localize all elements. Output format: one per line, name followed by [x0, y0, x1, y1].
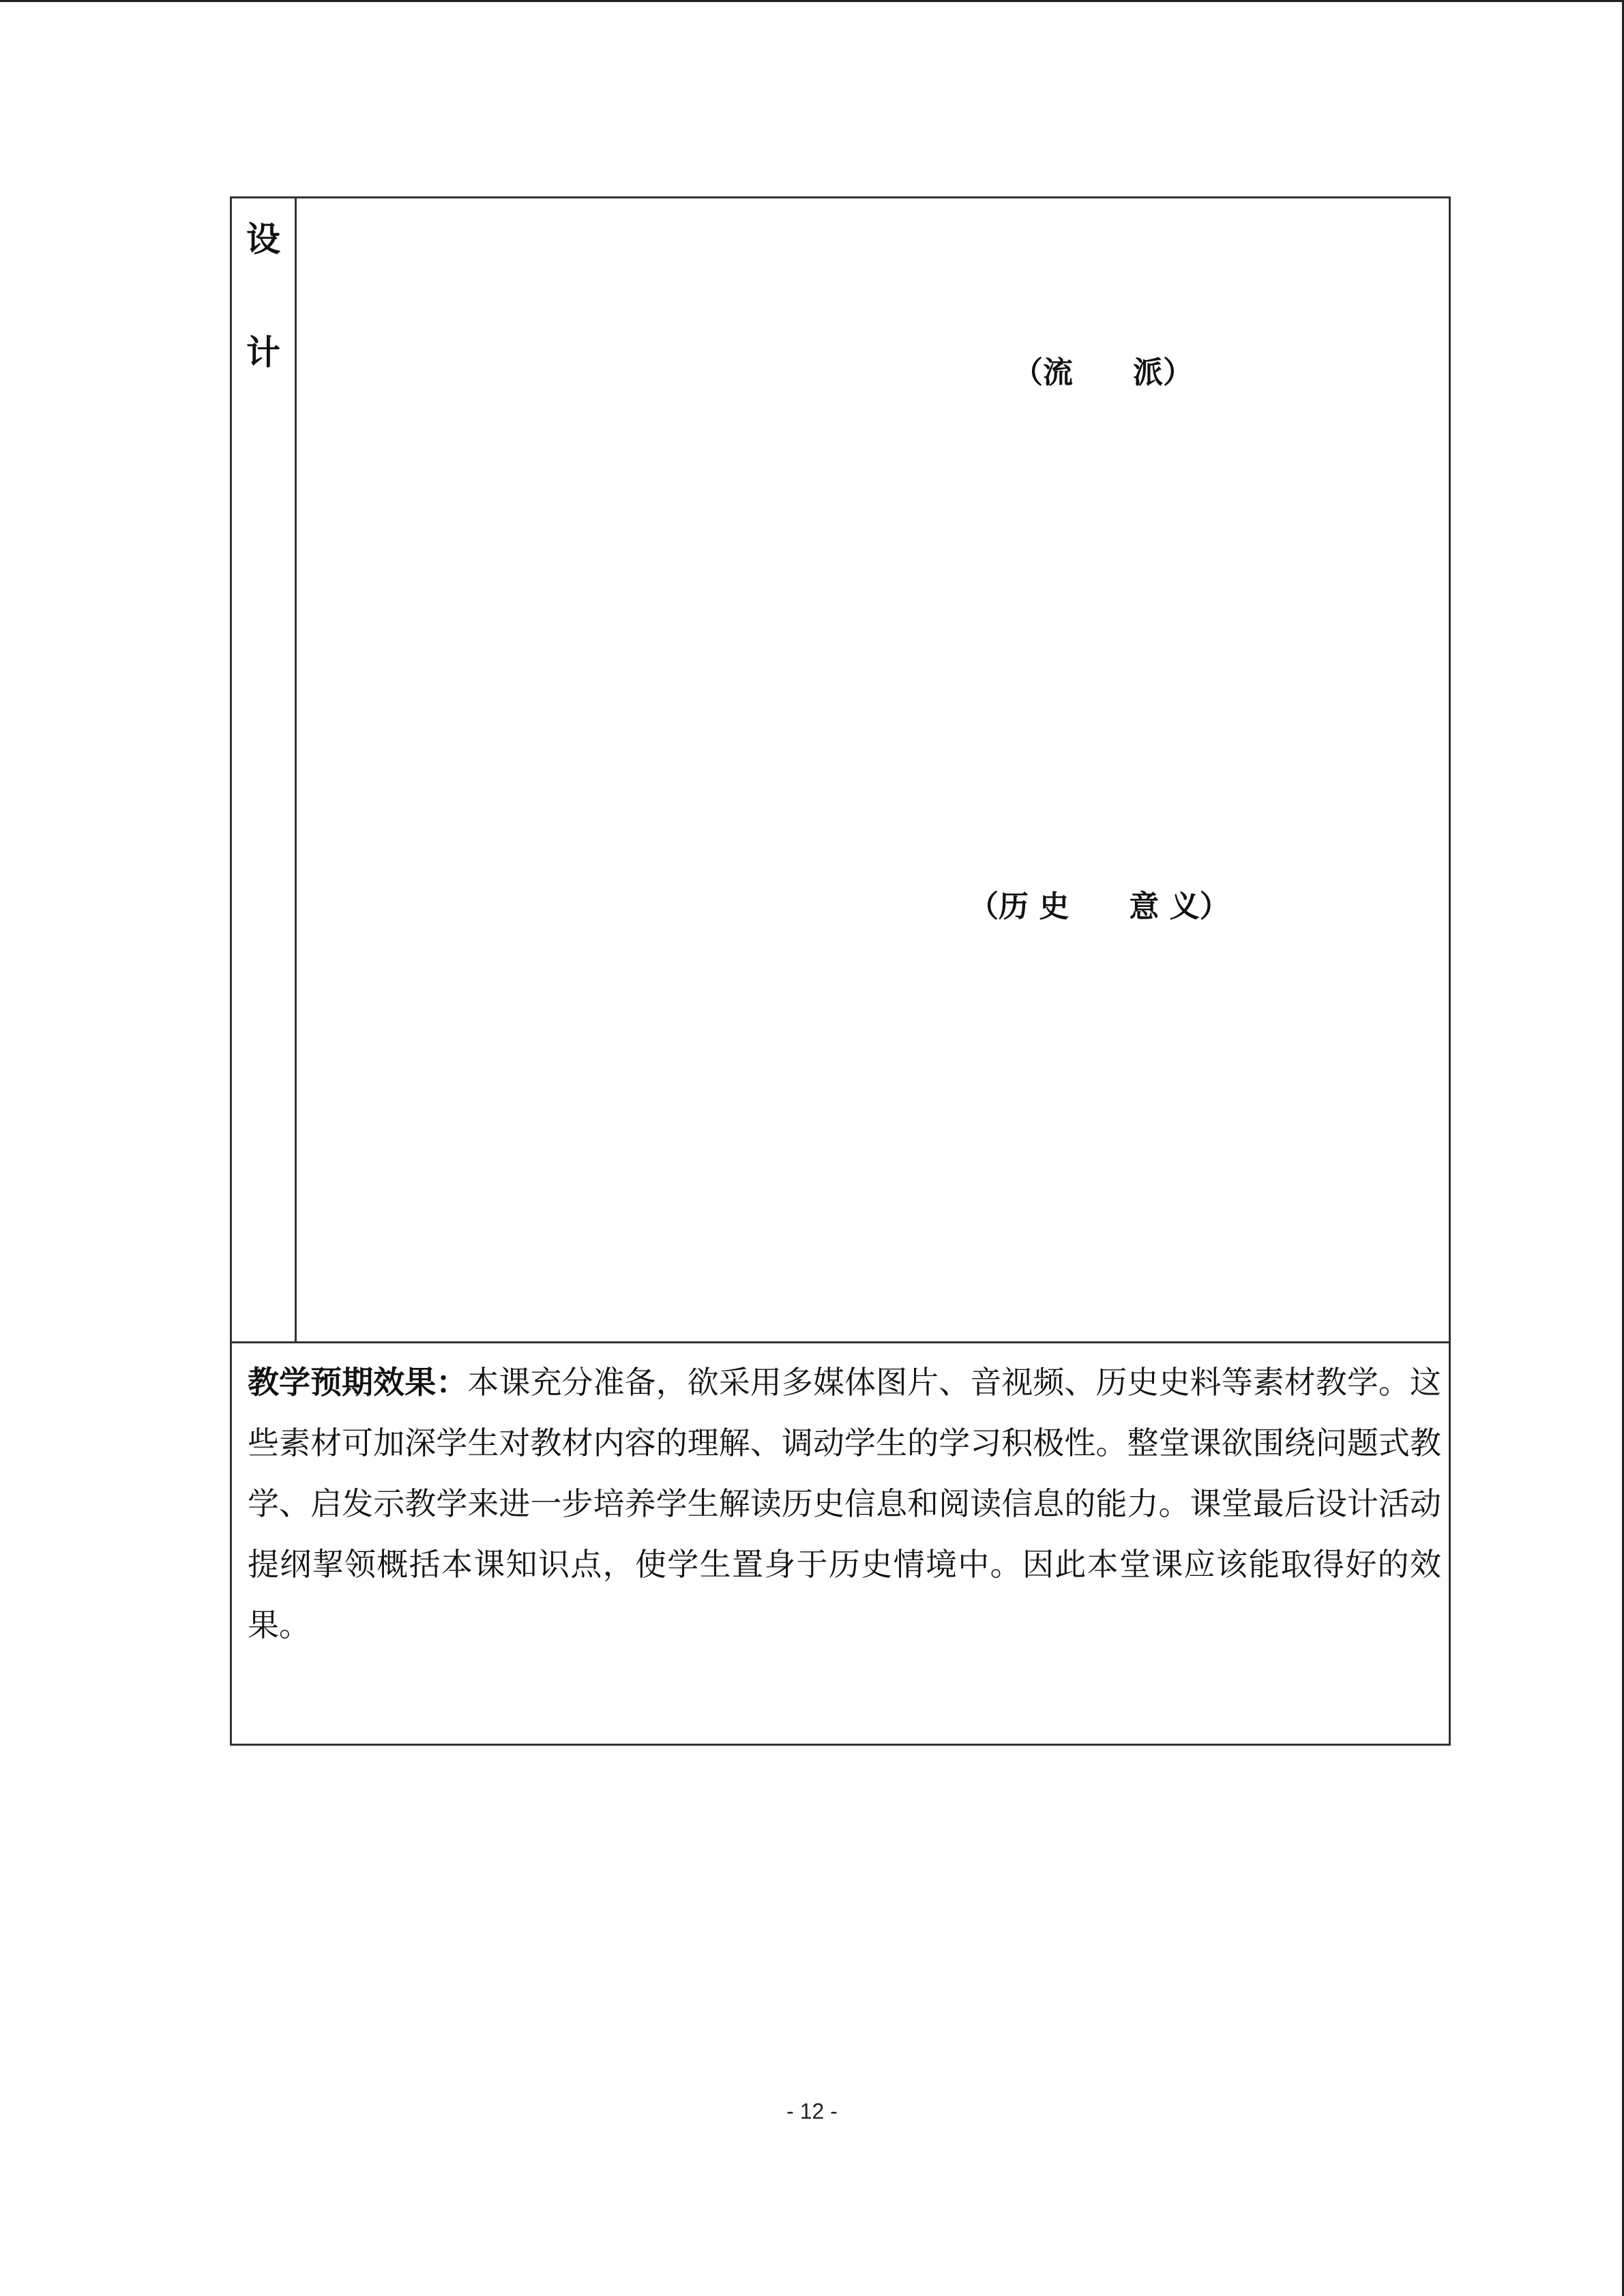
- page-number: - 12 -: [786, 2099, 838, 2123]
- design-content-area: [297, 198, 1449, 1341]
- expected-effect-label: 教学预期效果：: [248, 1364, 468, 1401]
- expected-effect-paragraph: [248, 1352, 1441, 1656]
- side-label-char-2: 计: [246, 332, 280, 372]
- heading-liupai: （流 派）: [1013, 355, 1193, 390]
- page-top-border: [0, 0, 1624, 2]
- row-divider: [232, 1341, 1449, 1343]
- lesson-plan-table: [230, 196, 1451, 1746]
- expected-effect-text: 本课充分准备，欲采用多媒体图片、音视频、历史史料等素材教学。这些素材可加深学生对教材内容的理解、调动学生的学习积极性。整堂课欲围绕问题式教学、启发示教学来进一步培养学生解读历史信息和阅读信息的能力。课堂最后设计活动提纲挈领概括本课知识点，使学生置身于历史情境中。因此本堂课应该能取得好的效果。: [248, 1364, 1442, 1643]
- heading-lishi-yiyi: （历 史 意 义）: [969, 889, 1230, 924]
- side-label-column: [232, 198, 297, 1341]
- side-label-char-1: 设: [246, 219, 280, 259]
